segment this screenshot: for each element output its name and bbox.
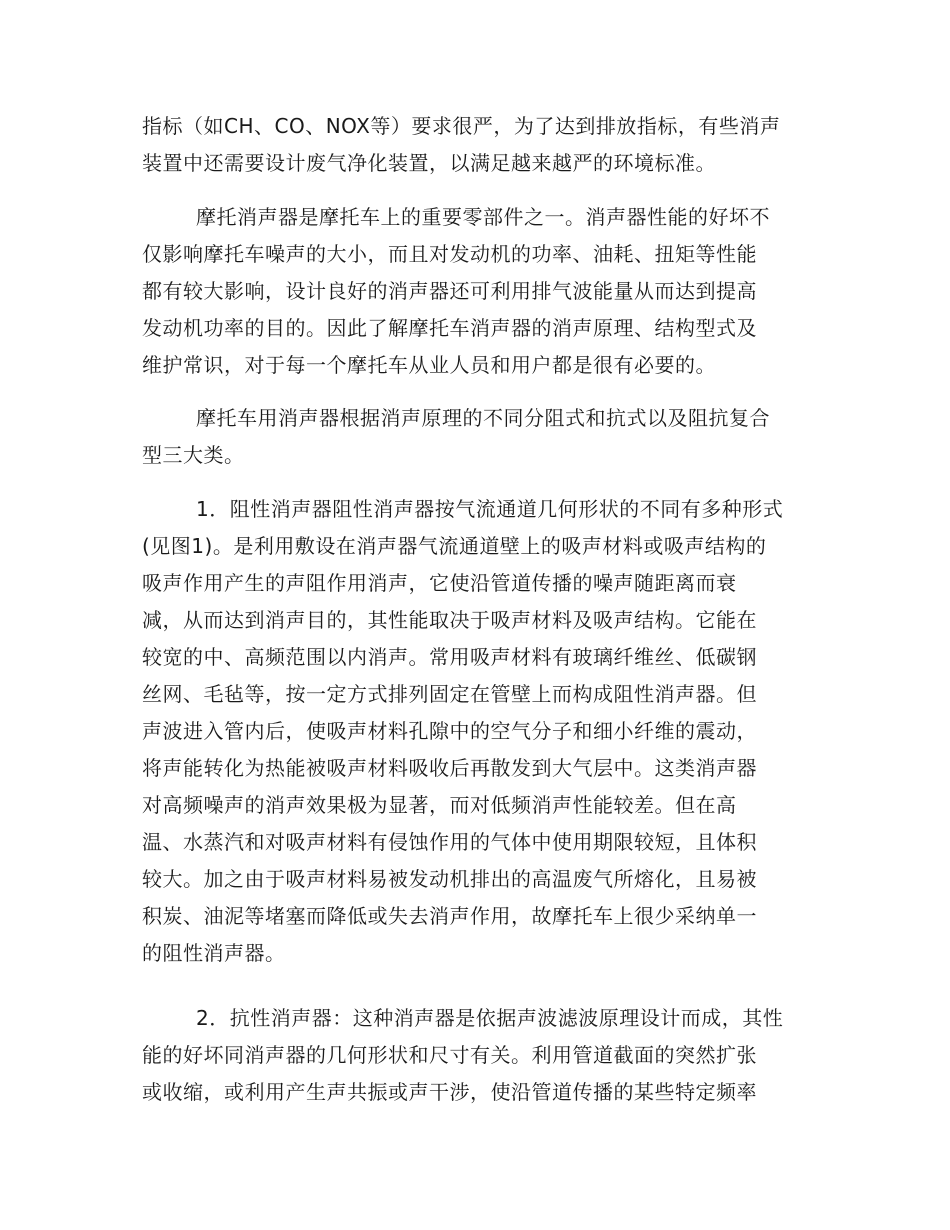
text-line: 吸声作用产生的声阻作用消声，它使沿管道传播的噪声随距离而衰 (142, 571, 737, 595)
text-line: (见图1)。是利用敷设在消声器气流通道壁上的吸声材料或吸声结构的 (142, 534, 767, 558)
text-line: 将声能转化为热能被吸声材料吸收后再散发到大气层中。这类消声器 (142, 756, 757, 780)
text-line: 指标（如CH、CO、NOX等）要求很严，为了达到排放指标，有些消声 (142, 114, 781, 138)
text-line: 较宽的中、高频范围以内消声。常用吸声材料有玻璃纤维丝、低碳钢 (142, 645, 757, 669)
text-line: 维护常识，对于每一个摩托车从业人员和用户都是很有必要的。 (142, 353, 716, 377)
text-line: 都有较大影响，设计良好的消声器还可利用排气波能量从而达到提高 (142, 279, 757, 303)
text-line: 型三大类。 (142, 443, 245, 467)
text-line: 声波进入管内后，使吸声材料孔隙中的空气分子和细小纤维的震动， (142, 719, 757, 743)
text-line: 1．阻性消声器阻性消声器按气流通道几何形状的不同有多种形式 (196, 497, 784, 521)
text-line: 或收缩，或利用产生声共振或声干涉，使沿管道传播的某些特定频率 (142, 1080, 757, 1104)
text-line: 积炭、油泥等堵塞而降低或失去消声作用，故摩托车上很少采纳单一 (142, 904, 757, 928)
text-line: 摩托车用消声器根据消声原理的不同分阻式和抗式以及阻抗复合 (196, 406, 770, 430)
text-line: 的阻性消声器。 (142, 941, 286, 965)
text-line: 装置中还需要设计废气净化装置，以满足越来越严的环境标准。 (142, 151, 716, 175)
text-line: 对高频噪声的消声效果极为显著，而对低频消声性能较差。但在高 (142, 793, 737, 817)
text-line: 发动机功率的目的。因此了解摩托车消声器的消声原理、结构型式及 (142, 316, 757, 340)
text-line: 减，从而达到消声目的，其性能取决于吸声材料及吸声结构。它能在 (142, 608, 757, 632)
paragraph-resistive-muffler (142, 491, 810, 972)
text-line: 仅影响摩托车噪声的大小，而且对发动机的功率、油耗、扭矩等性能 (142, 242, 757, 266)
paragraph-reactive-muffler (142, 1000, 810, 1111)
paragraph-muffler-classification (142, 400, 810, 474)
text-line: 2．抗性消声器：这种消声器是依据声波滤波原理设计而成，其性 (196, 1006, 784, 1030)
paragraph-muffler-importance (142, 199, 810, 384)
text-line: 摩托消声器是摩托车上的重要零部件之一。消声器性能的好坏不 (196, 205, 770, 229)
text-line: 能的好坏同消声器的几何形状和尺寸有关。利用管道截面的突然扩张 (142, 1043, 757, 1067)
paragraph-emission-standards (142, 108, 810, 182)
text-line: 温、水蒸汽和对吸声材料有侵蚀作用的气体中使用期限较短，且体积 (142, 830, 757, 854)
text-line: 较大。加之由于吸声材料易被发动机排出的高温废气所熔化，且易被 (142, 867, 757, 891)
text-line: 丝网、毛毡等，按一定方式排列固定在管壁上而构成阻性消声器。但 (142, 682, 757, 706)
